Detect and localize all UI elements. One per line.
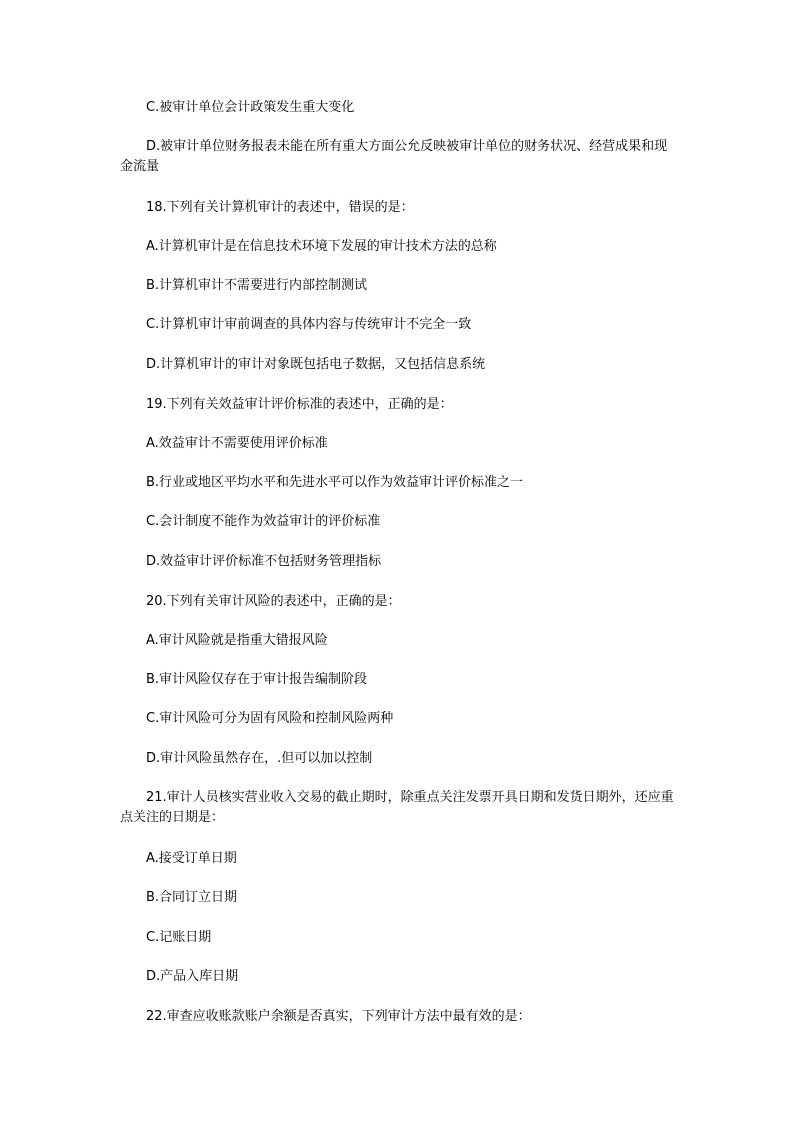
option-d-q17: D.被审计单位财务报表未能在所有重大方面公允反映被审计单位的财务状况、经营成果和现金流量 xyxy=(120,139,668,174)
option-a-q19: A.效益审计不需要使用评价标准 xyxy=(146,436,328,451)
question-21: 21.审计人员核实营业收入交易的截止期时，除重点关注发票开具日期和发货日期外，还应重点关注的日期是： xyxy=(120,790,674,825)
option-c-q17: C.被审计单位会计政策发生重大变化 xyxy=(146,100,355,115)
option-d-q21: D.产品入库日期 xyxy=(146,969,239,984)
option-b-q19: B.行业或地区平均水平和先进水平可以作为效益审计评价标准之一 xyxy=(146,475,524,490)
option-d-q19: D.效益审计评价标准不包括财务管理指标 xyxy=(146,554,382,569)
option-c-q19: C.会计制度不能作为效益审计的评价标准 xyxy=(146,514,381,529)
option-b-q20: B.审计风险仅存在于审计报告编制阶段 xyxy=(146,672,368,687)
option-a-q20: A.审计风险就是指重大错报风险 xyxy=(146,633,328,648)
option-d-q18: D.计算机审计的审计对象既包括电子数据，又包括信息系统 xyxy=(146,357,486,372)
option-a-q21: A.接受订单日期 xyxy=(146,851,237,866)
question-19: 19.下列有关效益审计评价标准的表述中，正确的是： xyxy=(146,397,453,412)
option-c-q20: C.审计风险可分为固有风险和控制风险两种 xyxy=(146,711,394,726)
option-d-q20: D.审计风险虽然存在，.但可以加以控制 xyxy=(146,751,373,766)
question-18: 18.下列有关计算机审计的表述中，错误的是： xyxy=(146,200,414,215)
option-c-q18: C.计算机审计审前调查的具体内容与传统审计不完全一致 xyxy=(146,317,472,332)
option-b-q18: B.计算机审计不需要进行内部控制测试 xyxy=(146,278,368,293)
option-b-q21: B.合同订立日期 xyxy=(146,890,238,905)
option-a-q18: A.计算机审计是在信息技术环境下发展的审计技术方法的总称 xyxy=(146,239,497,254)
option-c-q21: C.记账日期 xyxy=(146,930,212,945)
question-22: 22.审查应收账款账户余额是否真实，下列审计方法中最有效的是： xyxy=(146,1009,531,1024)
question-20: 20.下列有关审计风险的表述中，正确的是： xyxy=(146,594,401,609)
